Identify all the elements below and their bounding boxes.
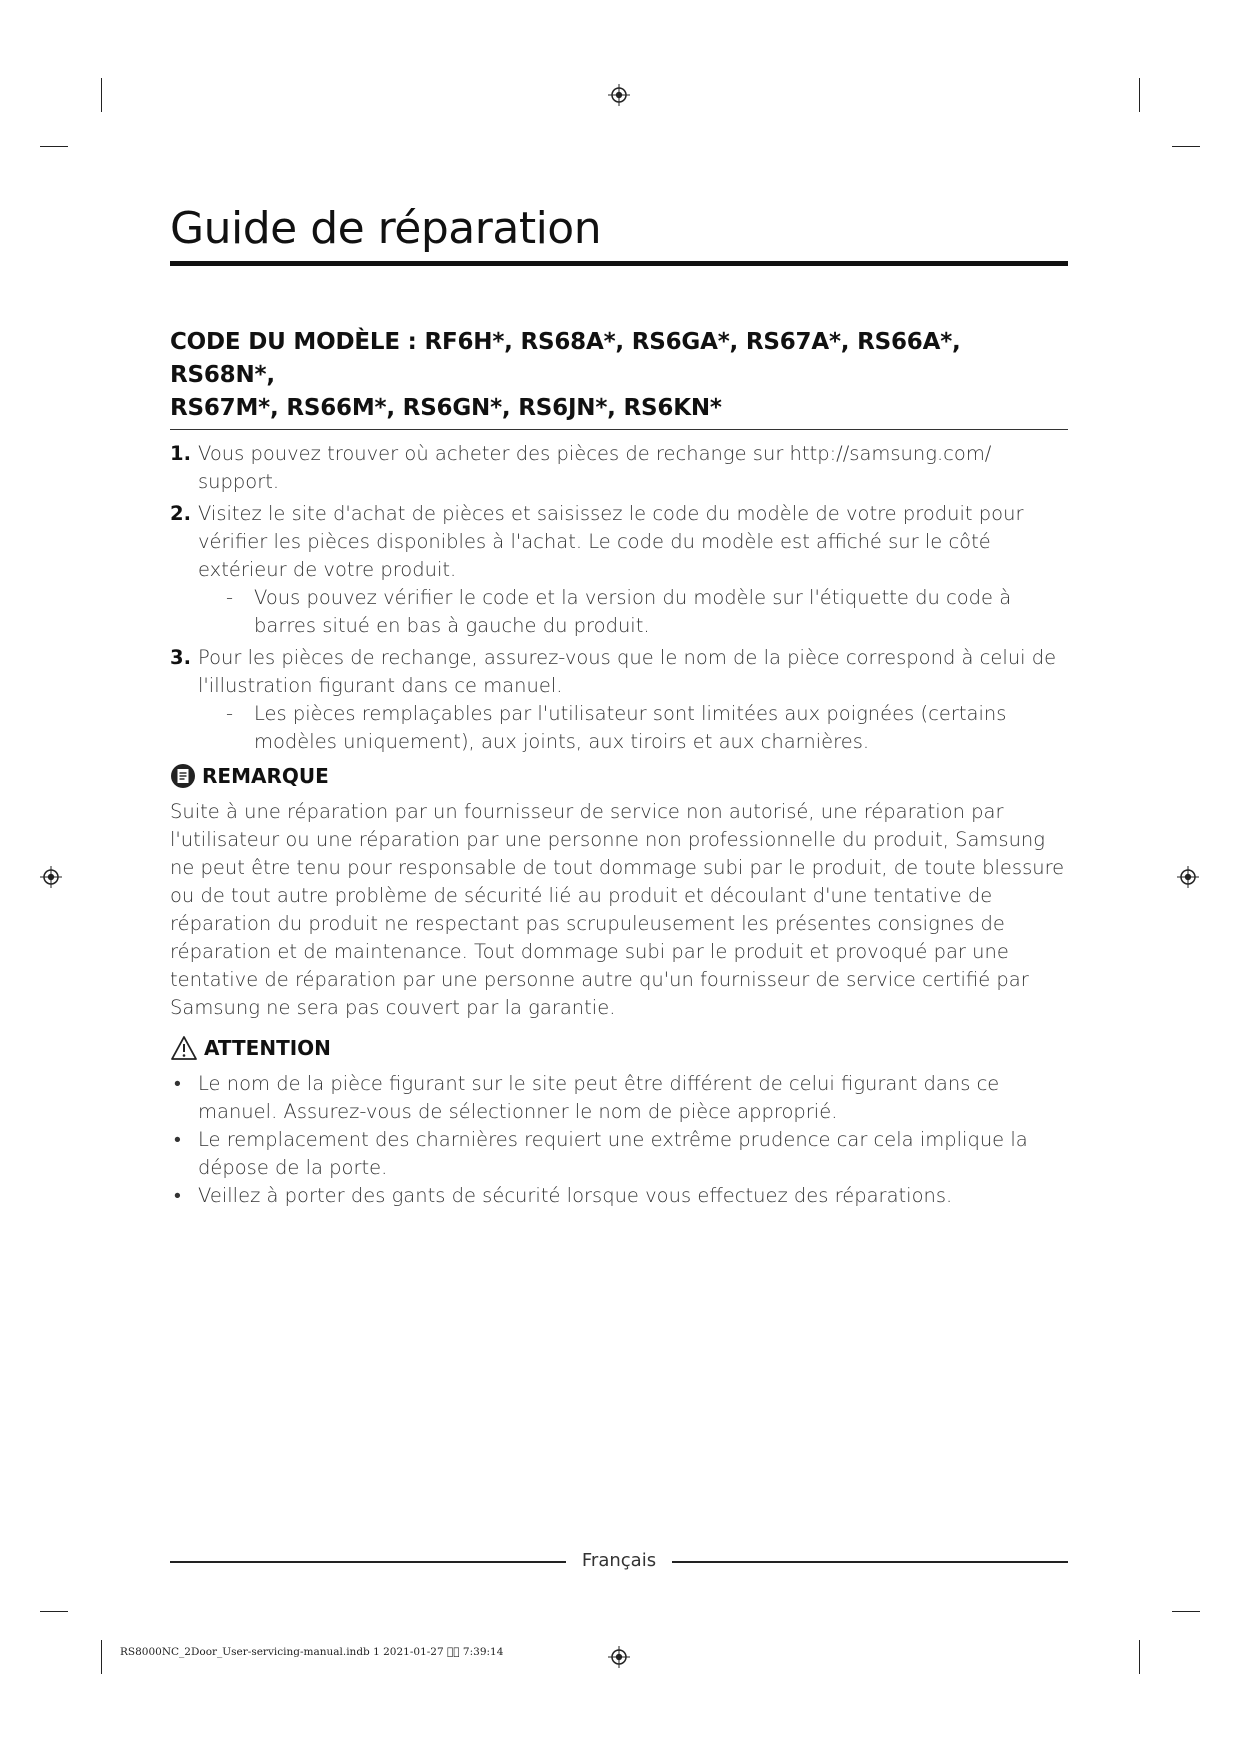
step-text: Visitez le site d'achat de pièces et saisissez le code du modèle de votre produit pour vérifier les pièces disponibles à l'achat. Le code du modèle est affiché sur le côté extérieur de votre produit. (198, 502, 1024, 581)
crop-mark (1172, 146, 1200, 147)
section-heading (170, 326, 1068, 425)
dash-marker: - (226, 702, 234, 725)
footer-language: Français (170, 1546, 1068, 1576)
caution-heading (170, 1032, 1068, 1064)
caution-item-text: Le remplacement des charnières requiert une extrême prudence car cela implique la dépose de la porte. (198, 1128, 1028, 1179)
page-footer (170, 1546, 1068, 1576)
note-text: Suite à une réparation par un fournisseur de service non autorisé, une réparation par l'utilisateur ou une réparation par une personne non professionnelle du produit, Samsung ne peut être tenu pour responsable de tout dommage subi par le produit, de toute blessure ou de tout autre problème de sécurité lié au produit et découlant d'une tentative de réparation du produit ne respectant pas scrupuleusement les présentes consignes de réparation et de maintenance. Tout dommage subi par le produit et provoqué par une tentative de réparation par une personne autre qu'un fournisseur de service certifié par Samsung ne sera pas couvert par la garantie. (170, 800, 1065, 1019)
step-subnote-text: Les pièces remplaçables par l'utilisateur sont limitées aux poignées (certains modèles uniquement), aux joints, aux tiroirs et aux charnières. (254, 702, 1007, 753)
page-title: Guide de réparation (170, 203, 602, 254)
registration-mark-icon (608, 1646, 630, 1668)
bullet-marker: • (174, 1128, 181, 1151)
crop-mark (40, 146, 68, 147)
step-number: 1. (170, 442, 191, 465)
registration-mark-icon (608, 84, 630, 106)
crop-mark (40, 1611, 68, 1612)
caution-label: ATTENTION (204, 1036, 331, 1060)
note-icon (170, 763, 196, 789)
bullet-marker: • (174, 1184, 181, 1207)
note-label: REMARQUE (202, 764, 329, 788)
caution-item (170, 1070, 1068, 1126)
step-number: 2. (170, 502, 191, 525)
crop-mark (1139, 1640, 1140, 1674)
step-item (170, 644, 1068, 756)
step-number: 3. (170, 646, 191, 669)
section-heading-line2: RS67M*, RS66M*, RS6GN*, RS6JN*, RS6KN* (170, 395, 722, 421)
registration-mark-icon (40, 866, 62, 888)
step-item (170, 440, 1068, 496)
step-item (170, 500, 1068, 640)
registration-mark-icon (1177, 866, 1199, 888)
page-content (170, 200, 1068, 1210)
crop-mark (101, 78, 102, 112)
dash-marker: - (226, 586, 234, 609)
crop-mark (1172, 1611, 1200, 1612)
crop-mark (1139, 78, 1140, 112)
caution-item (170, 1126, 1068, 1182)
warning-triangle-icon (170, 1035, 198, 1061)
note-heading (170, 760, 1068, 792)
steps-list (170, 440, 1068, 756)
crop-mark (101, 1640, 102, 1674)
bullet-marker: • (174, 1072, 181, 1095)
title-rule (170, 261, 1068, 266)
caution-item (170, 1182, 1068, 1210)
step-text: Pour les pièces de rechange, assurez-vous que le nom de la pièce correspond à celui de l'illustration figurant dans ce manuel. (198, 646, 1057, 697)
caution-item-text: Le nom de la pièce figurant sur le site peut être différent de celui figurant dans ce manuel. Assurez-vous de sélectionner le nom de pièce approprié. (198, 1072, 1000, 1123)
step-subnote (198, 584, 1068, 640)
section-rule (170, 429, 1068, 430)
print-slug: RS8000NC_2Door_User-servicing-manual.indb 1 2021-01-27 ￿￿ 7:39:14 (120, 1646, 504, 1658)
caution-list (170, 1070, 1068, 1210)
step-subnote (198, 700, 1068, 756)
section-heading-line1: CODE DU MODÈLE : RF6H*, RS68A*, RS6GA*, RS67A*, RS66A*, RS68N*, (170, 329, 961, 388)
step-text: Vous pouvez trouver où acheter des pièces de rechange sur http://samsung.com/ support. (198, 442, 992, 493)
caution-item-text: Veillez à porter des gants de sécurité lorsque vous effectuez des réparations. (198, 1184, 953, 1207)
step-subnote-text: Vous pouvez vérifier le code et la version du modèle sur l'étiquette du code à barres situé en bas à gauche du produit. (254, 586, 1012, 637)
